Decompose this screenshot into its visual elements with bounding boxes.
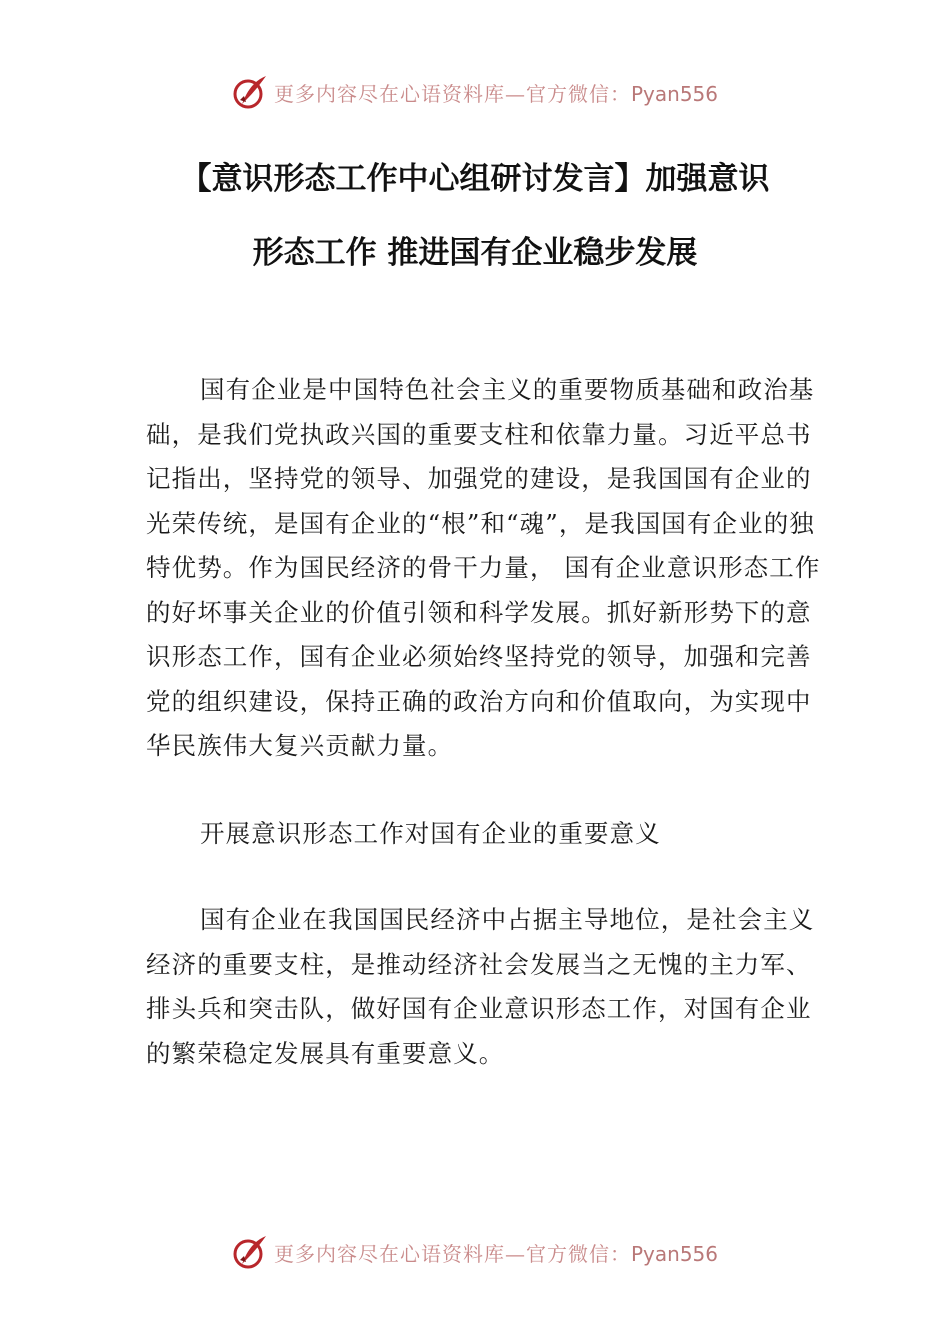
header-banner	[0, 72, 950, 112]
paragraph-significance-text: 国有企业在我国国民经济中占据主导地位，是社会主义经济的重要支柱，是推动经济社会发展当之无愧的主力军、排头兵和突击队，做好国有企业意识形态工作，对国有企业的繁荣稳定发展具有重要意义。	[146, 905, 815, 1068]
wechat-handle: Pyan556	[630, 81, 718, 106]
banner-text	[274, 1238, 718, 1267]
paragraph-intro	[146, 368, 836, 769]
paragraph-significance	[146, 898, 836, 1076]
quill-logo-icon	[232, 74, 268, 110]
quill-logo-icon	[232, 1234, 268, 1270]
footer-banner	[0, 1232, 950, 1272]
banner-text	[274, 78, 718, 107]
wechat-handle: Pyan556	[630, 1241, 718, 1266]
section-heading	[146, 812, 836, 857]
document-title	[0, 150, 950, 298]
banner-label: 更多内容尽在心语资料库—官方微信：	[273, 81, 631, 106]
paragraph-intro-text: 国有企业是中国特色社会主义的重要物质基础和政治基础，是我们党执政兴国的重要支柱和依靠力量。习近平总书记指出，坚持党的领导、加强党的建设，是我国国有企业的光荣传统，是国有企业的“根”和“魂”，是我国国有企业的独特优势。作为国民经济的骨干力量， 国有企业意识形态工作的好坏事关企业的价值引领和科学发展。抓好新形势下的意识形态工作，国有企业必须始终坚持党的领导，加强和完善党的组织建设，保持正确的政治方向和价值取向，为实现中华民族伟大复兴贡献力量。	[146, 375, 821, 760]
title-line-2: 形态工作 推进国有企业稳步发展	[252, 235, 698, 271]
banner-label: 更多内容尽在心语资料库—官方微信：	[273, 1241, 631, 1266]
section-heading-text: 开展意识形态工作对国有企业的重要意义	[200, 819, 661, 848]
title-line-1: 【意识形态工作中心组研讨发言】加强意识	[180, 161, 770, 197]
